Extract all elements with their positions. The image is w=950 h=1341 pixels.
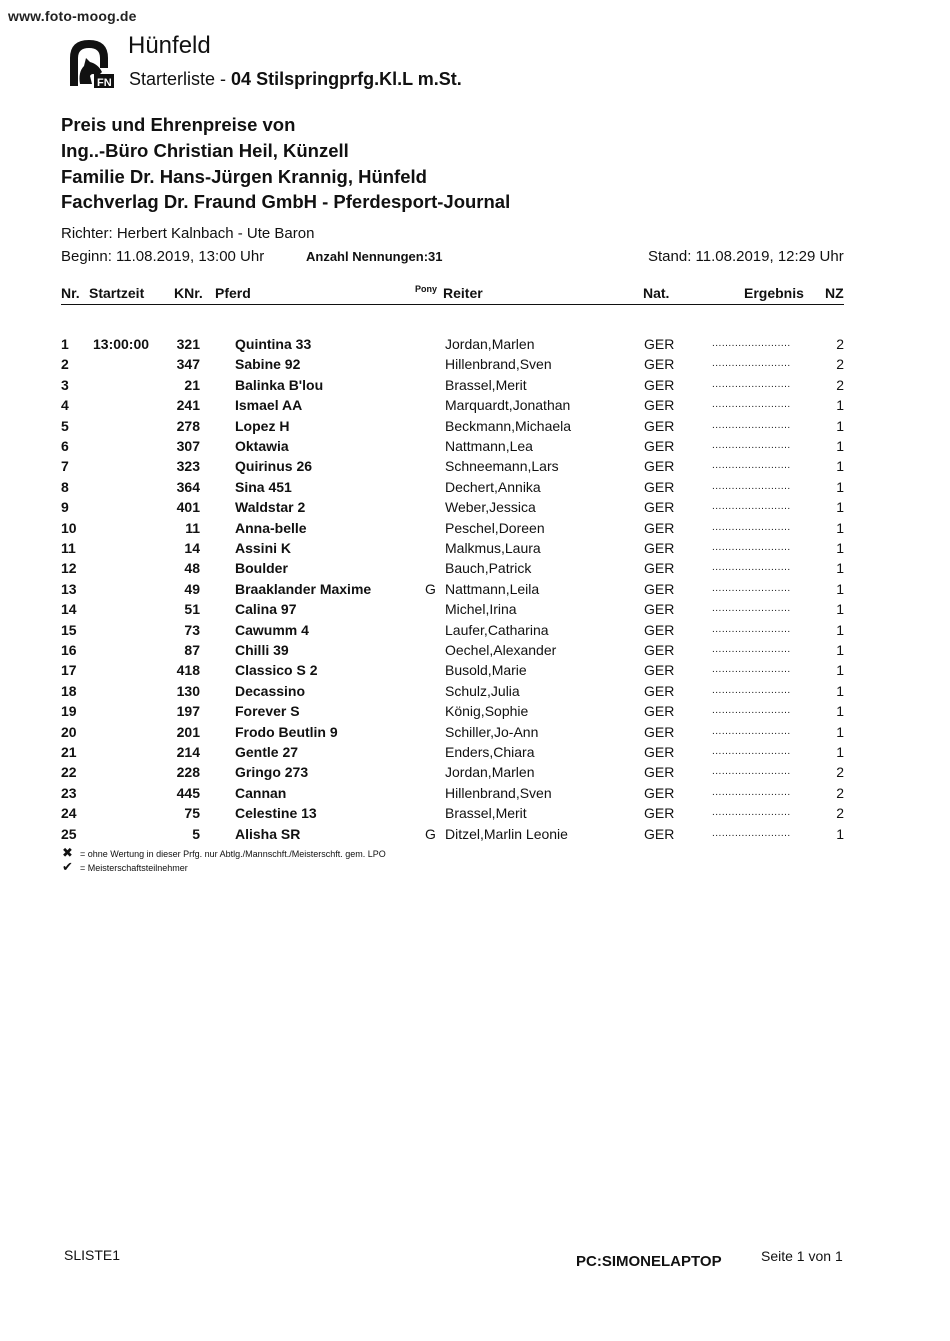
row-nat: GER: [644, 601, 675, 618]
row-nat: GER: [644, 540, 675, 556]
row-knr: 364: [176, 478, 200, 495]
row-knr: 197: [176, 703, 200, 720]
row-knr: 11: [185, 519, 200, 536]
footer-pc-name: PC:SIMONELAPTOP: [576, 1253, 722, 1270]
row-nz: 1: [836, 744, 844, 760]
row-result-placeholder: ........................: [712, 582, 791, 594]
begin-time: Beginn: 11.08.2019, 13:00 Uhr: [61, 248, 265, 265]
row-horse: Braaklander Maxime: [235, 580, 372, 597]
row-horse: Oktawia: [235, 438, 289, 454]
row-rider: Schiller,Jo-Ann: [445, 723, 539, 740]
row-knr: 214: [176, 744, 200, 760]
row-knr: 347: [176, 356, 200, 373]
row-result-placeholder: ........................: [712, 338, 791, 349]
row-nz: 1: [836, 417, 844, 434]
row-horse: Waldstar 2: [235, 499, 306, 516]
row-nz: 1: [836, 621, 844, 638]
row-rider: Schneemann,Lars: [445, 458, 559, 475]
row-nr: 16: [61, 642, 77, 658]
row-rider: Peschel,Doreen: [445, 519, 545, 536]
table-row: [0, 805, 950, 825]
row-nr: 1: [61, 336, 69, 352]
row-nat: GER: [644, 621, 675, 638]
row-horse: Quintina 33: [235, 336, 312, 352]
row-knr: 5: [192, 825, 200, 842]
row-result-placeholder: ........................: [712, 807, 791, 819]
row-knr: 130: [176, 682, 200, 699]
row-knr: 445: [176, 784, 200, 801]
row-nat: GER: [644, 825, 675, 842]
row-rider: Ditzel,Marlin Leonie: [445, 825, 568, 842]
row-nr: 8: [61, 478, 69, 495]
row-rider: König,Sophie: [445, 703, 529, 720]
row-knr: 73: [184, 621, 200, 638]
col-header-nat: Nat.: [643, 285, 670, 301]
row-nat: GER: [644, 376, 675, 393]
row-nat: GER: [644, 519, 675, 536]
row-nz: 1: [836, 540, 844, 556]
row-knr: 21: [184, 376, 200, 393]
row-nr: 25: [61, 825, 77, 842]
row-nr: 5: [61, 417, 69, 434]
row-nat: GER: [644, 458, 675, 475]
table-row: [0, 397, 950, 417]
row-result-placeholder: ........................: [712, 358, 791, 370]
legend-text: = Meisterschaftsteilnehmer: [80, 863, 188, 873]
row-nz: 1: [836, 682, 844, 699]
row-horse: Cannan: [235, 784, 287, 801]
fn-horse-logo-icon: [64, 36, 114, 90]
row-horse: Cawumm 4: [235, 621, 309, 638]
row-result-placeholder: ........................: [712, 664, 791, 676]
row-nat: GER: [644, 805, 675, 822]
row-knr: 307: [176, 438, 200, 454]
row-rider: Jordan,Marlen: [445, 336, 535, 352]
row-knr: 228: [176, 764, 200, 781]
legend-text: = ohne Wertung in dieser Prfg. nur Abtlg./Mannschft./Meisterschft. gem. LPO: [80, 849, 386, 859]
row-nz: 2: [836, 784, 844, 801]
table-row: [0, 377, 950, 397]
row-nat: GER: [644, 499, 675, 516]
col-header-nr: Nr.: [61, 285, 80, 301]
row-rider: Marquardt,Jonathan: [445, 397, 571, 414]
row-nz: 2: [836, 805, 844, 822]
row-horse: Gringo 273: [235, 764, 309, 781]
row-knr: 321: [176, 336, 200, 352]
row-result-placeholder: ........................: [712, 603, 791, 615]
list-label: Starterliste -: [129, 69, 227, 89]
row-horse: Anna-belle: [235, 519, 307, 536]
table-row: [0, 458, 950, 478]
row-nat: GER: [644, 356, 675, 373]
row-rider: Michel,Irina: [445, 601, 517, 618]
row-rider: Nattmann,Leila: [445, 580, 540, 597]
status-timestamp: Stand: 11.08.2019, 12:29 Uhr: [648, 248, 844, 265]
table-row: [0, 560, 950, 580]
row-rider: Nattmann,Lea: [445, 438, 533, 454]
table-row: [0, 336, 950, 356]
table-row: [0, 520, 950, 540]
col-header-startzeit: Startzeit: [89, 285, 145, 301]
row-horse: Frodo Beutlin 9: [235, 723, 338, 740]
row-result-placeholder: ........................: [712, 542, 791, 553]
table-row: [0, 438, 950, 458]
row-horse: Chilli 39: [235, 642, 289, 658]
row-nr: 14: [61, 601, 77, 618]
row-nz: 1: [836, 458, 844, 475]
row-nz: 1: [836, 397, 844, 414]
col-header-pferd: Pferd: [215, 285, 251, 301]
row-horse: Ismael AA: [235, 397, 303, 414]
table-row: [0, 744, 950, 764]
header-rule: [61, 304, 844, 305]
row-nat: GER: [644, 417, 675, 434]
checkmark-icon: ✔: [62, 859, 73, 874]
row-nr: 20: [61, 723, 77, 740]
row-nat: GER: [644, 478, 675, 495]
table-row: [0, 479, 950, 499]
row-knr: 418: [176, 662, 200, 679]
row-nr: 23: [61, 784, 77, 801]
row-knr: 241: [176, 397, 200, 414]
row-nz: 1: [836, 723, 844, 740]
row-startzeit: 13:00:00: [93, 336, 150, 352]
row-result-placeholder: ........................: [712, 725, 791, 737]
col-header-pony: Pony: [415, 284, 438, 294]
row-rider: Hillenbrand,Sven: [445, 356, 552, 373]
row-nz: 1: [836, 580, 844, 597]
row-rider: Oechel,Alexander: [445, 642, 557, 658]
row-nr: 11: [61, 540, 76, 556]
row-nr: 13: [61, 580, 77, 597]
row-nr: 15: [61, 621, 77, 638]
row-result-placeholder: ........................: [712, 562, 791, 574]
row-horse: Assini K: [235, 540, 292, 556]
sponsor-line: Preis und Ehrenpreise von: [61, 114, 296, 135]
row-knr: 51: [184, 601, 200, 618]
row-nat: GER: [644, 397, 675, 414]
col-header-nz: NZ: [825, 285, 844, 301]
row-result-placeholder: ........................: [712, 623, 791, 635]
row-result-placeholder: ........................: [712, 419, 791, 431]
row-horse: Quirinus 26: [235, 458, 313, 475]
watermark: www.foto-moog.de: [8, 8, 137, 24]
row-result-placeholder: ........................: [712, 480, 791, 492]
table-row: [0, 581, 950, 601]
row-knr: 48: [184, 560, 200, 577]
row-pony-flag: G: [425, 580, 436, 597]
table-row: [0, 703, 950, 723]
sponsor-line: Ing..-Büro Christian Heil, Künzell: [61, 140, 349, 161]
row-rider: Dechert,Annika: [445, 478, 541, 495]
row-pony-flag: G: [425, 825, 436, 842]
row-rider: Bauch,Patrick: [445, 560, 532, 577]
row-nz: 1: [836, 478, 844, 495]
row-nz: 1: [836, 642, 844, 658]
row-knr: 278: [176, 417, 200, 434]
table-row: [0, 356, 950, 376]
row-horse: Calina 97: [235, 601, 297, 618]
row-horse: Sina 451: [235, 478, 292, 495]
row-result-placeholder: ........................: [712, 501, 791, 513]
row-horse: Lopez H: [235, 417, 290, 434]
row-result-placeholder: ........................: [712, 786, 791, 798]
table-row: [0, 764, 950, 784]
competition-name: 04 Stilspringprfg.Kl.L m.St.: [231, 69, 462, 89]
row-rider: Brassel,Merit: [445, 376, 527, 393]
row-nr: 24: [61, 805, 77, 822]
row-rider: Brassel,Merit: [445, 805, 527, 822]
row-nr: 22: [61, 764, 77, 781]
row-horse: Gentle 27: [235, 744, 299, 760]
svg-text:FN: FN: [97, 77, 112, 89]
row-nz: 1: [836, 703, 844, 720]
row-result-placeholder: ........................: [712, 705, 791, 717]
row-horse: Boulder: [235, 560, 288, 577]
table-row: [0, 642, 950, 662]
list-subtitle: [129, 69, 462, 90]
row-rider: Schulz,Julia: [445, 682, 520, 699]
row-nz: 1: [836, 560, 844, 577]
row-nr: 4: [61, 397, 69, 414]
row-horse: Classico S 2: [235, 662, 318, 679]
table-row: [0, 601, 950, 621]
sponsor-line: Familie Dr. Hans-Jürgen Krannig, Hünfeld: [61, 166, 427, 187]
row-result-placeholder: ........................: [712, 766, 791, 778]
row-nr: 12: [61, 560, 77, 577]
table-row: [0, 785, 950, 805]
row-nat: GER: [644, 723, 675, 740]
row-nat: GER: [644, 784, 675, 801]
row-rider: Laufer,Catharina: [445, 621, 549, 638]
row-horse: Forever S: [235, 703, 300, 720]
row-knr: 323: [176, 458, 200, 475]
row-nr: 7: [61, 458, 69, 475]
judges: Richter: Herbert Kalnbach - Ute Baron: [61, 225, 315, 242]
col-header-reiter: Reiter: [443, 285, 483, 301]
row-nz: 2: [836, 764, 844, 781]
row-horse: Decassino: [235, 682, 306, 699]
row-rider: Enders,Chiara: [445, 744, 535, 760]
row-nz: 1: [836, 438, 844, 454]
row-knr: 49: [184, 580, 200, 597]
table-row: [0, 683, 950, 703]
row-knr: 201: [176, 723, 200, 740]
footer-page-number: Seite 1 von 1: [761, 1248, 843, 1264]
row-rider: Beckmann,Michaela: [445, 417, 572, 434]
row-horse: Celestine 13: [235, 805, 317, 822]
row-rider: Jordan,Marlen: [445, 764, 535, 781]
table-row: [0, 540, 950, 560]
row-nz: 1: [836, 499, 844, 516]
row-nat: GER: [644, 438, 675, 454]
row-rider: Weber,Jessica: [445, 499, 536, 516]
row-nat: GER: [644, 642, 675, 658]
row-nr: 2: [61, 356, 69, 373]
row-nz: 2: [836, 336, 844, 352]
row-rider: Malkmus,Laura: [445, 540, 541, 556]
row-knr: 75: [184, 805, 200, 822]
row-result-placeholder: ........................: [712, 746, 791, 757]
entries-count: Anzahl Nennungen:31: [306, 249, 443, 264]
footer-report-id: SLISTE1: [64, 1247, 121, 1263]
row-nz: 1: [836, 519, 844, 536]
row-nr: 9: [61, 499, 69, 516]
row-nz: 1: [836, 601, 844, 618]
table-row: [0, 499, 950, 519]
row-result-placeholder: ........................: [712, 440, 791, 451]
sponsor-line: Fachverlag Dr. Fraund GmbH - Pferdesport-Journal: [61, 191, 511, 212]
row-nat: GER: [644, 703, 675, 720]
col-header-knr: KNr.: [174, 285, 203, 301]
row-result-placeholder: ........................: [712, 827, 791, 839]
row-rider: Hillenbrand,Sven: [445, 784, 552, 801]
row-nr: 6: [61, 438, 69, 454]
row-knr: 87: [184, 642, 200, 658]
row-knr: 401: [176, 499, 200, 516]
row-knr: 14: [184, 540, 200, 556]
table-row: [0, 622, 950, 642]
table-row: [0, 418, 950, 438]
table-row: [0, 724, 950, 744]
table-row: [0, 826, 950, 846]
row-horse: Alisha SR: [235, 825, 301, 842]
row-result-placeholder: ........................: [712, 399, 791, 411]
row-nat: GER: [644, 764, 675, 781]
row-result-placeholder: ........................: [712, 684, 791, 696]
row-nat: GER: [644, 682, 675, 699]
row-nz: 2: [836, 356, 844, 373]
row-result-placeholder: ........................: [712, 378, 791, 390]
row-horse: Sabine 92: [235, 356, 301, 373]
row-result-placeholder: ........................: [712, 460, 791, 472]
row-nz: 2: [836, 376, 844, 393]
row-nr: 18: [61, 682, 77, 699]
legend-item: [62, 859, 188, 875]
row-horse: Balinka B'lou: [235, 376, 324, 393]
row-rider: Busold,Marie: [445, 662, 527, 679]
row-nat: GER: [644, 336, 675, 352]
row-nr: 3: [61, 376, 69, 393]
col-header-ergebnis: Ergebnis: [744, 285, 804, 301]
row-nr: 17: [61, 662, 77, 679]
event-city: Hünfeld: [128, 32, 211, 59]
row-nz: 1: [836, 662, 844, 679]
row-nat: GER: [644, 560, 675, 577]
row-nz: 1: [836, 825, 844, 842]
table-row: [0, 662, 950, 682]
row-nr: 10: [61, 519, 77, 536]
row-nr: 19: [61, 703, 77, 720]
cross-icon: ✖: [62, 845, 73, 860]
row-result-placeholder: ........................: [712, 521, 791, 533]
row-result-placeholder: ........................: [712, 644, 791, 655]
row-nat: GER: [644, 744, 675, 760]
row-nat: GER: [644, 662, 675, 679]
row-nr: 21: [61, 744, 77, 760]
row-nat: GER: [644, 580, 675, 597]
